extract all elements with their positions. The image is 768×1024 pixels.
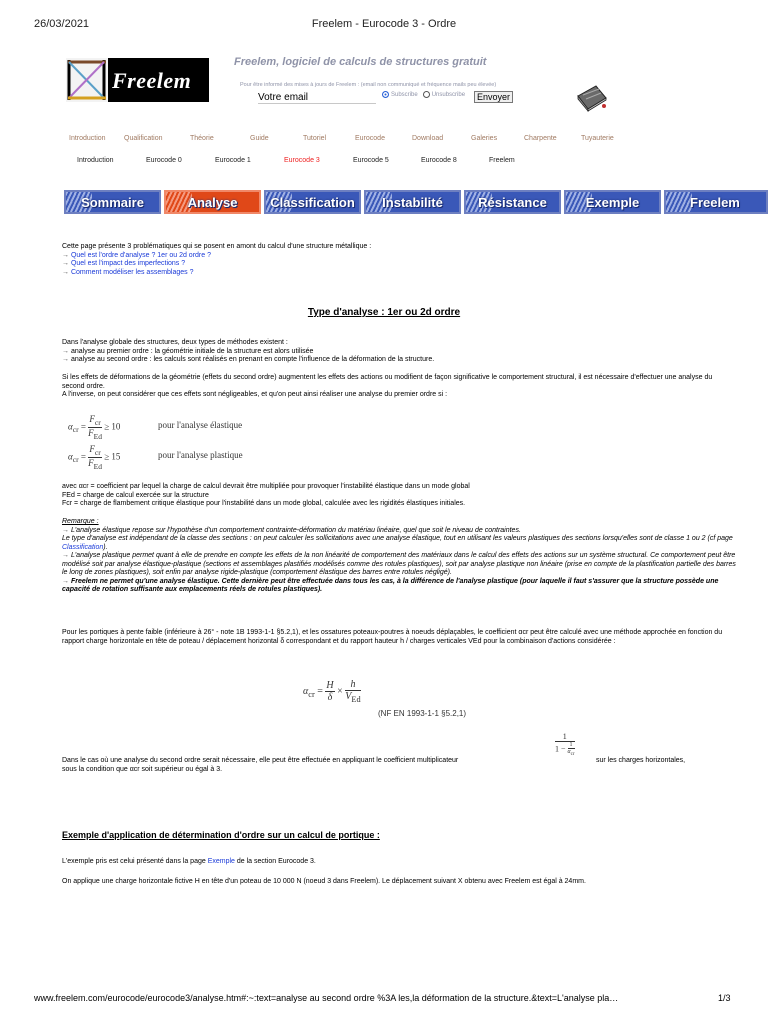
effects-text: Si les effets de déformations de la géométrie (effets du second ordre) augmentent les effets des actions ou modifient de façon significative le comportement structural, il est nécessaire d'effectuer une analyse du second ordre.: [62, 374, 713, 390]
approx-method-text: Pour les portiques à pente faible (inférieure à 26° - note 1B 1993-1-1 §5.2,1), et les ossatures poteaux-poutres à noeuds déplaçables, le coefficient αcr peut être calculé avec une méthode approchée en fonction du rapport charge horizontale en tête de poteau / déplacement horizontal δ correspondant et du rapport hauteur h / charges verticales VEd pour la combinaison d'actions considérée :: [62, 629, 723, 645]
tab-classification[interactable]: Classification: [264, 190, 361, 214]
definition-fed: FEd = charge de calcul exercée sur la structure: [62, 491, 209, 499]
nav-introduction[interactable]: Introduction: [69, 135, 106, 142]
nav-download[interactable]: Download: [412, 135, 444, 142]
subscribe-label: Subscribe: [391, 91, 418, 98]
page-title: Freelem - Eurocode 3 - Ordre: [311, 18, 457, 30]
email-input[interactable]: [258, 91, 376, 104]
nav-eurocode[interactable]: Eurocode: [355, 135, 385, 142]
method-first-order: analyse au premier ordre : la géométrie initiale de la structure est alors utilisée: [70, 347, 314, 355]
tab-resistance[interactable]: Résistance: [464, 190, 561, 214]
remark-1: L'analyse élastique repose sur l'hypothèse d'un comportement contrainte-déformation du matériau linéaire, quel que soit le niveau de contraintes.: [70, 526, 521, 534]
methods-intro: Dans l'analyse globale des structures, deux types de méthodes existent :: [62, 339, 288, 346]
arrow-icon: →: [62, 347, 69, 355]
definitions-block: [62, 483, 736, 509]
equation-alpha-cr-approx: $\alpha_{cr}$ = $\frac{H}{\delta}$ × $\frac{h}{V_{Ed}}$: [303, 679, 361, 704]
unsubscribe-label: Unsubscribe: [431, 91, 466, 98]
page-number: 1/3: [718, 993, 731, 1003]
nav-guide[interactable]: Guide: [250, 135, 269, 142]
link-exemple[interactable]: Exemple: [207, 858, 235, 865]
send-button[interactable]: Envoyer: [474, 91, 513, 103]
tab-analyse[interactable]: Analyse: [164, 190, 261, 214]
subnav-eurocode-1[interactable]: Eurocode 1: [215, 157, 251, 164]
freelem-logo[interactable]: [66, 58, 209, 102]
subscribe-options: [382, 91, 465, 98]
nav-theorie[interactable]: Théorie: [190, 135, 214, 142]
newsletter-info: Pour être informé des mises à jours de Freelem : (email non communiqué et fréquence mails peu élevée): [240, 82, 497, 88]
subnav-freelem[interactable]: Freelem: [489, 157, 515, 164]
example-load-text: On applique une charge horizontale fictive H en tête d'un poteau de 10 000 N (noeud 3 dans Freelem). Le déplacement suivant X obtenu avec Freelem est égal à 24mm.: [62, 878, 586, 885]
tab-freelem[interactable]: Freelem: [664, 190, 768, 214]
arrow-icon: →: [62, 356, 69, 363]
intro-block: [62, 243, 736, 277]
link-imperfections[interactable]: Quel est l'impact des imperfections ?: [70, 260, 186, 267]
remark-4: Freelem ne permet qu'une analyse élastique. Cette dernière peut être effectuée dans tous les cas, à la différence de l'analyse plastique (pour laquelle il faut s'assurer que la structure possède une capacité de rotation suffisante aux emplacements réels de rotules plastiques).: [62, 577, 719, 593]
second-order-text-end: sur les charges horizontales,: [596, 757, 686, 764]
logo-text: Freelem: [112, 68, 192, 93]
arrow-icon: →: [62, 268, 69, 276]
methods-block: [62, 339, 736, 365]
subnav-eurocode-5[interactable]: Eurocode 5: [353, 157, 389, 164]
remark-2: Le type d'analyse est indépendant de la classe des sections : on peut calculer les sollicitations avec une analyse élastique, tout en utilisant les valeurs plastiques des sections lorsqu'elles sont de classe 1 ou 2 (cf page: [62, 535, 733, 542]
link-ordre-analyse[interactable]: Quel est l'ordre d'analyse ? 1er ou 2d ordre ?: [70, 251, 211, 259]
arrow-icon: →: [62, 260, 69, 267]
unsubscribe-radio[interactable]: [423, 91, 430, 98]
tab-sommaire[interactable]: Sommaire: [64, 190, 161, 214]
effects-block: [62, 374, 736, 400]
multiplier-formula: 1 1 − $\frac{1}{\alpha_{cr}}$: [555, 732, 575, 758]
first-order-condition-text: A l'inverse, on peut considérer que ces effets sont négligeables, et qu'on peut ainsi réaliser une analyse du premier ordre si :: [62, 391, 448, 398]
definition-alpha-cr: avec αcr = coefficient par lequel la charge de calcul devrait être multipliée pour provoquer l'instabilité élastique dans un mode global: [62, 483, 470, 490]
section-title-type-analyse: Type d'analyse : 1er ou 2d ordre: [307, 307, 461, 318]
link-classification[interactable]: Classification: [62, 543, 104, 551]
subnav-eurocode-0[interactable]: Eurocode 0: [146, 157, 182, 164]
tab-exemple[interactable]: Exemple: [564, 190, 661, 214]
equation-plastic-label: pour l'analyse plastique: [158, 450, 243, 460]
method-second-order: analyse au second ordre : les calculs sont réalisés en prenant en compte l'influence de la déformation de la structure.: [70, 356, 435, 363]
nav-tutoriel[interactable]: Tutoriel: [303, 135, 327, 142]
remark-block: Remarque : → L'analyse élastique repose sur l'hypothèse d'un comportement contrainte-déformation du matériau linéaire, quel que soit le niveau de contraintes. Le type d'analyse est indépendant de la classe des sections : on peut calculer les sollicitations avec une analyse élastique, tout en utilisant les valeurs plastiques des sections lorsqu'elles sont de classe 1 ou 2 (cf page Classification). → L'analyse plastique permet quant à elle de prendre en compte les effets de la non linéarité de comportement des matériaux dans le calcul des effets des actions sur un système structural. Ce comportement peut être modélisé soit par analyse élastique-plastique (sections et assemblages plastifiés modélisés comme des rotules plastiques), soit par analyse plastique non linéaire (prise en compte de la plastification partielle des barres le long de zones plastiques), soit enfin par analyse rigide-plastique (comportement élastique des barres entre rotules négligé). → Freelem ne permet qu'une analyse élastique. Cette dernière peut être effectuée dans tous les cas, à la différence de l'analyse plastique (pour laquelle il faut s'assurer que la structure possède une capacité de rotation suffisante aux emplacements réels de rotules plastiques).: [62, 518, 736, 593]
nav-qualification[interactable]: Qualification: [124, 135, 163, 142]
remark-title: Remarque :: [62, 518, 99, 525]
footer-url: www.freelem.com/eurocode/eurocode3/analyse.htm#:~:text=analyse au second ordre %3A les,la déformation de la structure.&text=L'analyse pla…: [34, 993, 619, 1003]
tagline: Freelem, logiciel de calculs de structures gratuit: [234, 56, 487, 68]
arrow-icon: →: [62, 526, 69, 534]
definition-fcr: Fcr = charge de flambement critique élastique pour l'instabilité dans un mode global, calculée avec les rigidités élastiques initiales.: [62, 500, 466, 507]
remark-3: L'analyse plastique permet quant à elle de prendre en compte les effets de la non linéarité de comportement des matériaux dans le calcul des effets des actions sur un système structural. Ce comportement peut être modélisé soit par analyse élastique-plastique (sections et assemblages plastifiés modélisés comme des rotules plastiques), soit par analyse plastique non linéaire (prise en compte de la plastification partielle des barres le long de zones plastiques), soit enfin par analyse rigide-plastique (comportement élastique des barres entre rotules négligé).: [62, 552, 736, 576]
book-icon[interactable]: [574, 82, 608, 117]
arrow-icon: →: [62, 577, 69, 585]
subnav-introduction[interactable]: Introduction: [77, 157, 114, 164]
arrow-icon: →: [62, 251, 69, 259]
subscribe-radio[interactable]: [382, 91, 389, 98]
equation-elastic-label: pour l'analyse élastique: [158, 420, 243, 430]
subnav-eurocode-3[interactable]: Eurocode 3: [284, 157, 320, 164]
norm-reference: (NF EN 1993-1-1 §5.2,1): [378, 709, 467, 718]
equation-elastic: $\alpha_{cr}$ = $\frac{F_{cr}}{F_{Ed}}$ ≥ 10: [68, 414, 121, 441]
second-order-text: Dans le cas où une analyse du second ordre serait nécessaire, elle peut être effectuée en appliquant le coefficient multiplicateur sous la condition que αcr soit supérieur ou égal à 3.: [62, 757, 459, 773]
tab-instabilite[interactable]: Instabilité: [364, 190, 461, 214]
subnav-eurocode-8[interactable]: Eurocode 8: [421, 157, 457, 164]
example-intro: L'exemple pris est celui présenté dans la page Exemple de la section Eurocode 3.: [62, 858, 316, 865]
equation-plastic: $\alpha_{cr}$ = $\frac{F_{cr}}{F_{Ed}}$ ≥ 15: [68, 444, 121, 471]
link-assemblages[interactable]: Comment modéliser les assemblages ?: [70, 268, 194, 276]
arrow-icon: →: [62, 552, 69, 559]
intro-text: Cette page présente 3 problématiques qui se posent en amont du calcul d'une structure métallique :: [62, 243, 372, 250]
section-title-exemple: Exemple d'application de détermination d'ordre sur un calcul de portique :: [62, 830, 380, 840]
nav-galeries[interactable]: Galeries: [471, 135, 498, 142]
print-date: 26/03/2021: [34, 18, 90, 30]
nav-charpente[interactable]: Charpente: [524, 135, 557, 142]
nav-tuyauterie[interactable]: Tuyauterie: [581, 135, 614, 142]
